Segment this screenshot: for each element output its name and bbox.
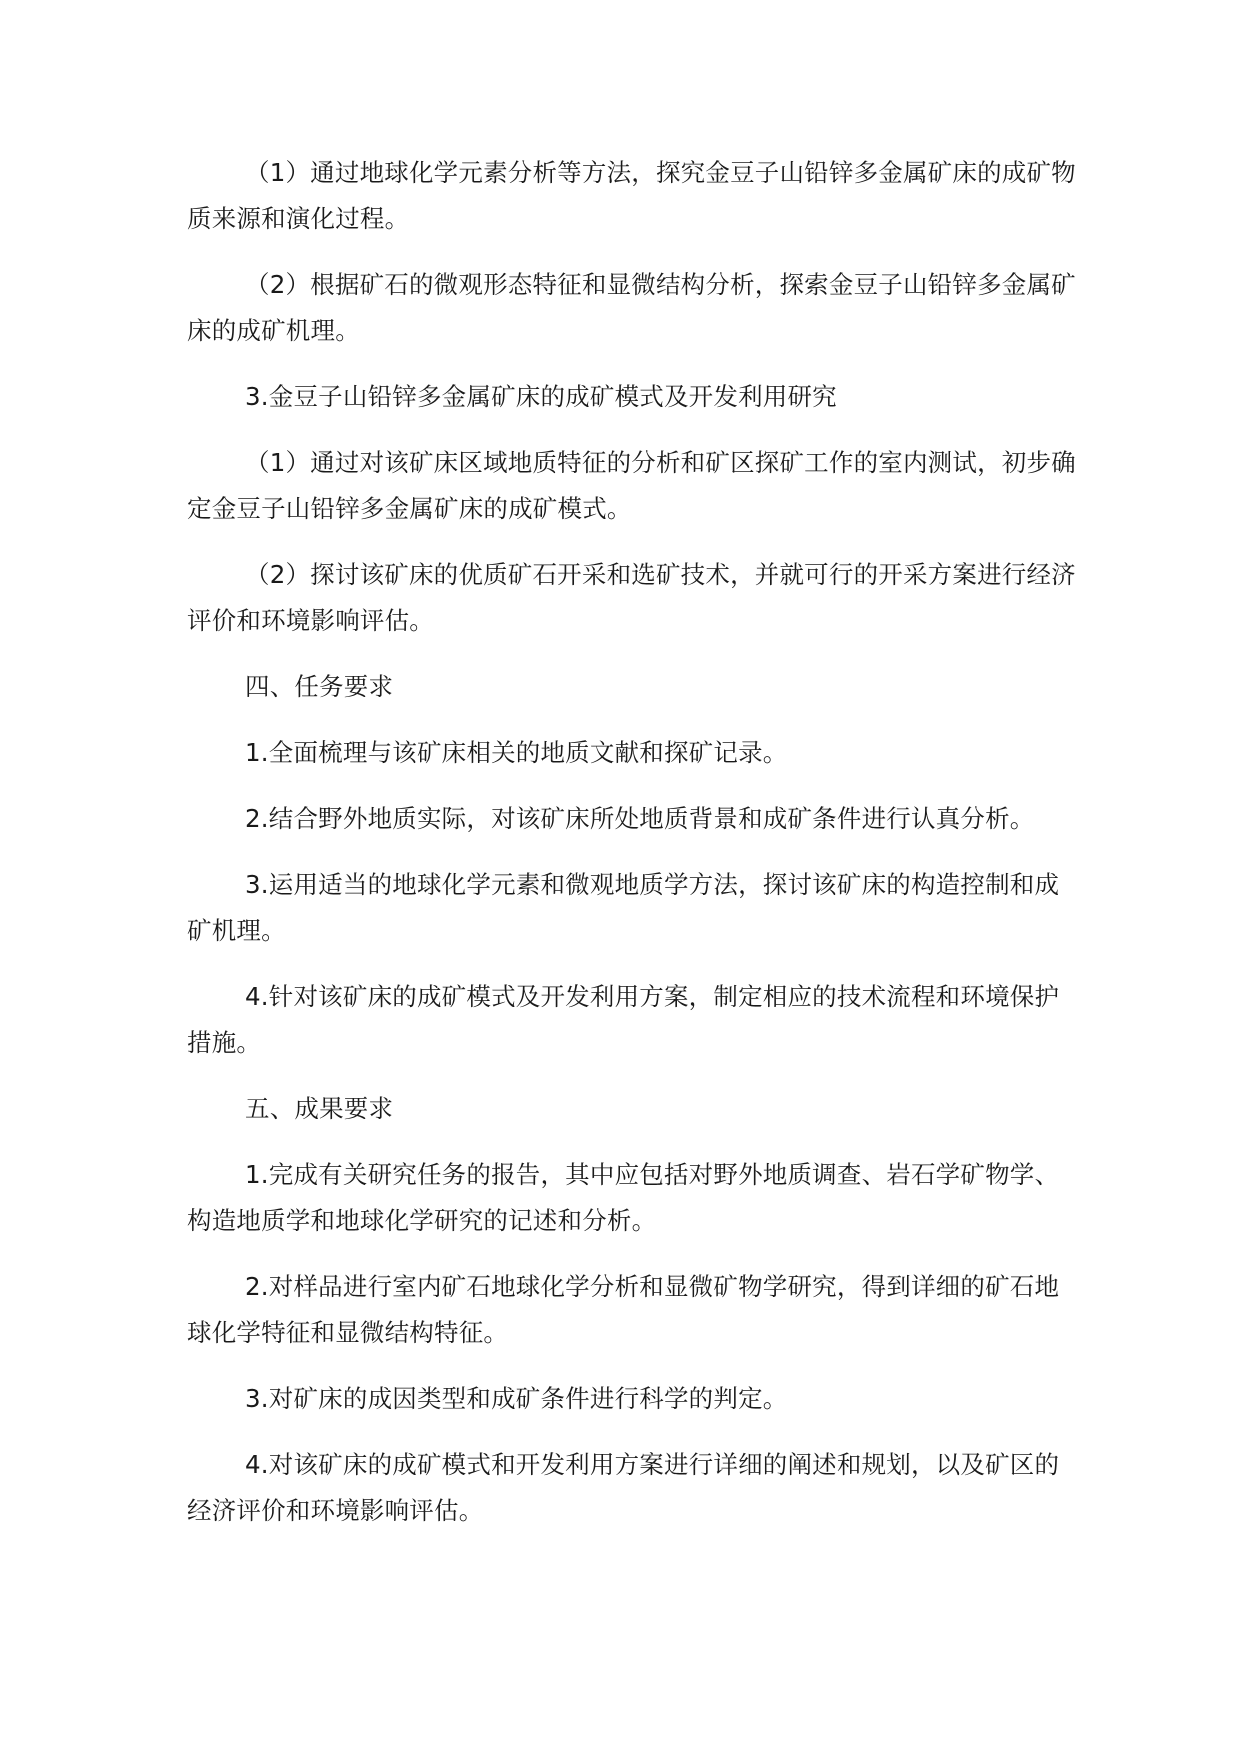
- paragraph-item-3: 3.金豆子山铅锌多金属矿床的成矿模式及开发利用研究: [245, 382, 837, 411]
- paragraph-result-3: 3.对矿床的成因类型和成矿条件进行科学的判定。: [245, 1384, 788, 1413]
- paragraph-requirement-4: 4.针对该矿床的成矿模式及开发利用方案，制定相应的技术流程和环境保护措施。: [187, 982, 1060, 1057]
- paragraph-result-1: 1.完成有关研究任务的报告，其中应包括对野外地质调查、岩石学矿物学、构造地质学和地球化学研究的记述和分析。: [187, 1160, 1060, 1235]
- paragraph-requirement-2: 2.结合野外地质实际，对该矿床所处地质背景和成矿条件进行认真分析。: [245, 804, 1035, 833]
- paragraph-task-2-2: （2）根据矿石的微观形态特征和显微结构分析，探索金豆子山铅锌多金属矿床的成矿机理。: [187, 270, 1076, 345]
- paragraph-result-2: 2.对样品进行室内矿石地球化学分析和显微矿物学研究，得到详细的矿石地球化学特征和显微结构特征。: [187, 1272, 1060, 1347]
- section-heading-result-requirements: 五、成果要求: [245, 1094, 394, 1123]
- section-heading-task-requirements: 四、任务要求: [245, 672, 394, 701]
- paragraph-requirement-1: 1.全面梳理与该矿床相关的地质文献和探矿记录。: [245, 738, 788, 767]
- paragraph-task-2-1: （1）通过地球化学元素分析等方法，探究金豆子山铅锌多金属矿床的成矿物质来源和演化过程。: [187, 158, 1076, 233]
- document-body: [187, 150, 1077, 1554]
- paragraph-requirement-3: 3.运用适当的地球化学元素和微观地质学方法，探讨该矿床的构造控制和成矿机理。: [187, 870, 1060, 945]
- paragraph-task-3-2: （2）探讨该矿床的优质矿石开采和选矿技术，并就可行的开采方案进行经济评价和环境影响评估。: [187, 560, 1076, 635]
- paragraph-task-3-1: （1）通过对该矿床区域地质特征的分析和矿区探矿工作的室内测试，初步确定金豆子山铅锌多金属矿床的成矿模式。: [187, 448, 1076, 523]
- paragraph-result-4: 4.对该矿床的成矿模式和开发利用方案进行详细的阐述和规划，以及矿区的经济评价和环境影响评估。: [187, 1450, 1060, 1525]
